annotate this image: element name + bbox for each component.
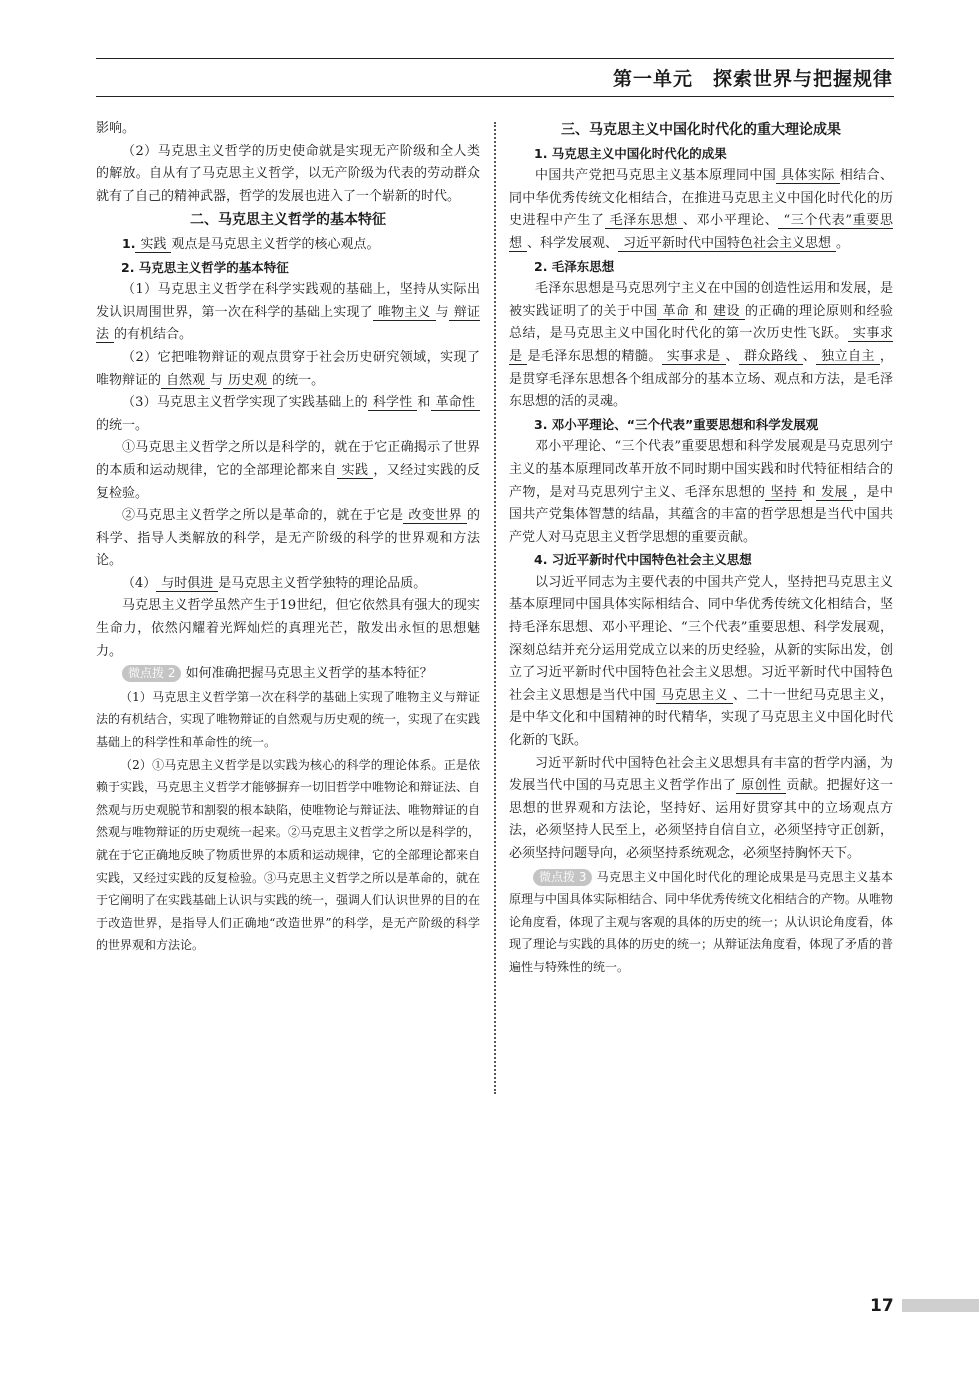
paragraph: （3）马克思主义哲学实现了实践基础上的 科学性 和 革命性的统一。 <box>96 392 480 437</box>
paragraph: 中国共产党把马克思主义基本原理同中国 具体实际 相结合、同中华优秀传统文化相结合，在推进马克思主义中国化时代化的历史进程中产生了 毛泽东思想 、邓小平理论、 “三个代表”重要思想 、科学发展观、 习近平新时代中国特色社会主义思想 。 <box>509 168 893 251</box>
section-heading: 三、马克思主义中国化时代化的重大理论成果 <box>561 122 841 138</box>
fill-blank: 建设 <box>708 304 745 320</box>
fill-blank: 唯物主义 <box>373 305 436 321</box>
fill-blank: 科学性 <box>368 395 418 411</box>
paragraph: （4） 与时俱进 是马克思主义哲学独特的理论品质。 <box>122 575 427 591</box>
paragraph: ②马克思主义哲学之所以是革命的，就在于它是 改变世界 的科学、指导人类解放的科学，是无产阶级的科学的世界观和方法论。 <box>96 508 480 569</box>
subheading: 4. 习近平新时代中国特色社会主义思想 <box>534 552 752 568</box>
tip-note: 微点拨 3 马克思主义中国化时代化的理论成果是马克思主义基本原理与中国具体实际相结合、同中华优秀传统文化相结合的产物。从唯物论角度看，体现了主观与客观的具体的历史的统一；从认识论角度看，体现了理论与实践的具体的历史的统一；从辩证法角度看，体现了矛盾的普遍性与特殊性的统一。 <box>509 869 894 974</box>
fill-blank: 发展 <box>816 485 853 501</box>
page-number: 17 <box>870 1296 894 1316</box>
fill-blank: 实践 <box>337 463 374 479</box>
fill-blank: 实事求是 <box>662 349 726 365</box>
paragraph: 习近平新时代中国特色社会主义思想具有丰富的哲学内涵，为发展当代中国的马克思主义哲学作出了 原创性 贡献。把握好这一思想的世界观和方法论，坚持好、运用好贯穿其中的立场观点方法，必须坚持人民至上，必须坚持自信自立，必须坚持守正创新，必须坚持问题导向，必须坚持系统观念，必须坚持胸怀天下。 <box>509 755 893 861</box>
subheading: 1. 马克思主义中国化时代化的成果 <box>534 145 727 161</box>
fill-blank: 革命 <box>657 304 694 320</box>
item-1: 1. 实践 观点是马克思主义哲学的核心观点。 <box>122 235 380 252</box>
fill-blank: 改变世界 <box>403 508 467 524</box>
header-rule-top <box>96 58 894 59</box>
fill-blank: 革命性 <box>431 395 480 411</box>
paragraph: 以习近平同志为主要代表的中国共产党人，坚持把马克思主义基本原理同中国具体实际相结合、同中华优秀传统文化相结合，坚持毛泽东思想、邓小平理论、“三个代表”重要思想、科学发展观，深刻总结并充分运用党成立以来的历史经验，从新的实际出发，创立了习近平新时代中国特色社会主义思想。习近平新时代中国特色社会主义思想是当代中国 马克思主义 、二十一世纪马克思主义，是中华文化和中国精神的时代精华，实现了马克思主义中国化时代化新的飞跃。 <box>509 574 893 749</box>
fill-blank: 群众路线 <box>739 349 803 365</box>
paragraph: 影响。 <box>96 121 136 136</box>
item-2-heading: 2. 马克思主义哲学的基本特征 <box>121 259 289 275</box>
fill-blank: 独立自主 <box>816 349 880 365</box>
fill-blank: 坚持 <box>765 485 802 501</box>
unit-title: 第一单元 探索世界与把握规律 <box>612 68 893 90</box>
paragraph: （2）它把唯物辩证的观点贯穿于社会历史研究领域，实现了唯物辩证的 自然观 与 历史观 的统一。 <box>96 349 480 388</box>
fill-blank: 习近平新时代中国特色社会主义思想 <box>618 236 836 252</box>
paragraph: （2）马克思主义哲学的历史使命就是实现无产阶级和全人类的解放。自从有了马克思主义哲学，以无产阶级为代表的劳动群众就有了自己的精神武器，哲学的发展也进入了一个崭新的时代。 <box>96 143 480 204</box>
right-column <box>509 118 893 979</box>
paragraph: 毛泽东思想是马克思列宁主义在中国的创造性运用和发展，是被实践证明了的关于中国 革命 和 建设 的正确的理论原则和经验总结，是马克思主义中国化时代化的第一次历史性飞跃。 实事求是 是毛泽东思想的精髓。 实事求是 、 群众路线 、 独立自主 ，是贯穿毛泽东思想各个组成部分的基本立场、观点和方法，是毛泽东思想的活的灵魂。 <box>509 281 893 410</box>
left-column <box>96 118 480 957</box>
subheading: 3. 邓小平理论、“三个代表”重要思想和科学发展观 <box>534 416 819 432</box>
fill-blank: 实事求是 <box>509 326 893 364</box>
fill-blank: 原创性 <box>736 778 786 794</box>
fill-blank: 毛泽东思想 <box>605 213 683 229</box>
tip-badge: 微点拨 3 <box>533 869 592 886</box>
fill-blank: 自然观 <box>161 373 210 389</box>
fill-blank: 与时俱进 <box>156 576 218 592</box>
subheading: 2. 毛泽东思想 <box>534 258 615 274</box>
fill-blank: 历史观 <box>223 373 272 389</box>
paragraph: ①马克思主义哲学之所以是科学的，就在于它正确揭示了世界的本质和运动规律，它的全部理论都来自 实践 ，又经过实践的反复检验。 <box>96 440 480 501</box>
paragraph: 马克思主义哲学虽然产生于19世纪，但它依然具有强大的现实生命力，依然闪耀着光辉灿烂的真理光芒，散发出永恒的思想魅力。 <box>96 598 480 659</box>
fill-blank: 马克思主义 <box>656 688 733 704</box>
tip-badge: 微点拨 2 <box>122 665 181 682</box>
fill-blank: 辩证法 <box>96 304 480 343</box>
page-number-bar <box>902 1299 979 1312</box>
section-heading: 二、马克思主义哲学的基本特征 <box>190 212 386 229</box>
fill-blank: “三个代表”重要思想 <box>509 213 893 251</box>
tip-note: （1）马克思主义哲学第一次在科学的基础上实现了唯物主义与辩证法的有机结合，实现了唯物辩证的自然观与历史观的统一，实现了在实践基础上的科学性和革命性的统一。 <box>96 689 481 750</box>
header-rule-bottom <box>96 96 894 97</box>
paragraph: （1）马克思主义哲学在科学实践观的基础上，坚持从实际出发认识周围世界，第一次在科学的基础上实现了 唯物主义 与 辩证法 的有机结合。 <box>96 282 480 343</box>
paragraph: 邓小平理论、“三个代表”重要思想和科学发展观是马克思列宁主义的基本原理同改革开放不同时期中国实践和时代特征相结合的产物，是对马克思列宁主义、毛泽东思想的 坚持 和 发展 ，是中国共产党集体智慧的结晶，其蕴含的丰富的哲学思想是当代中国共产党人对马克思主义哲学思想的重要贡献。 <box>509 439 893 545</box>
fill-blank: 具体实际 <box>776 168 840 184</box>
column-divider <box>494 122 496 1094</box>
tip-question: 微点拨 2 如何准确把握马克思主义哲学的基本特征？ <box>96 663 480 686</box>
tip-note: （2）①马克思主义哲学是以实践为核心的科学的理论体系。正是依赖于实践，马克思主义哲学才能够摒弃一切旧哲学中唯物论和辩证法、自然观与历史观脱节和割裂的根本缺陷，使唯物论与辩证法、唯物辩证的自然观与唯物辩证的历史观统一起来。②马克思主义哲学之所以是科学的，就在于它正确地反映了物质世界的本质和运动规律，它的全部理论都来自实践，又经过实践的反复检验。③马克思主义哲学之所以是革命的，就在于它阐明了在实践基础上认识与实践的统一，强调人们认识世界的目的在于改造世界，是指导人们正确地“改造世界”的科学，是无产阶级的科学的世界观和方法论。 <box>96 757 481 953</box>
fill-blank: 实践 <box>135 237 171 253</box>
